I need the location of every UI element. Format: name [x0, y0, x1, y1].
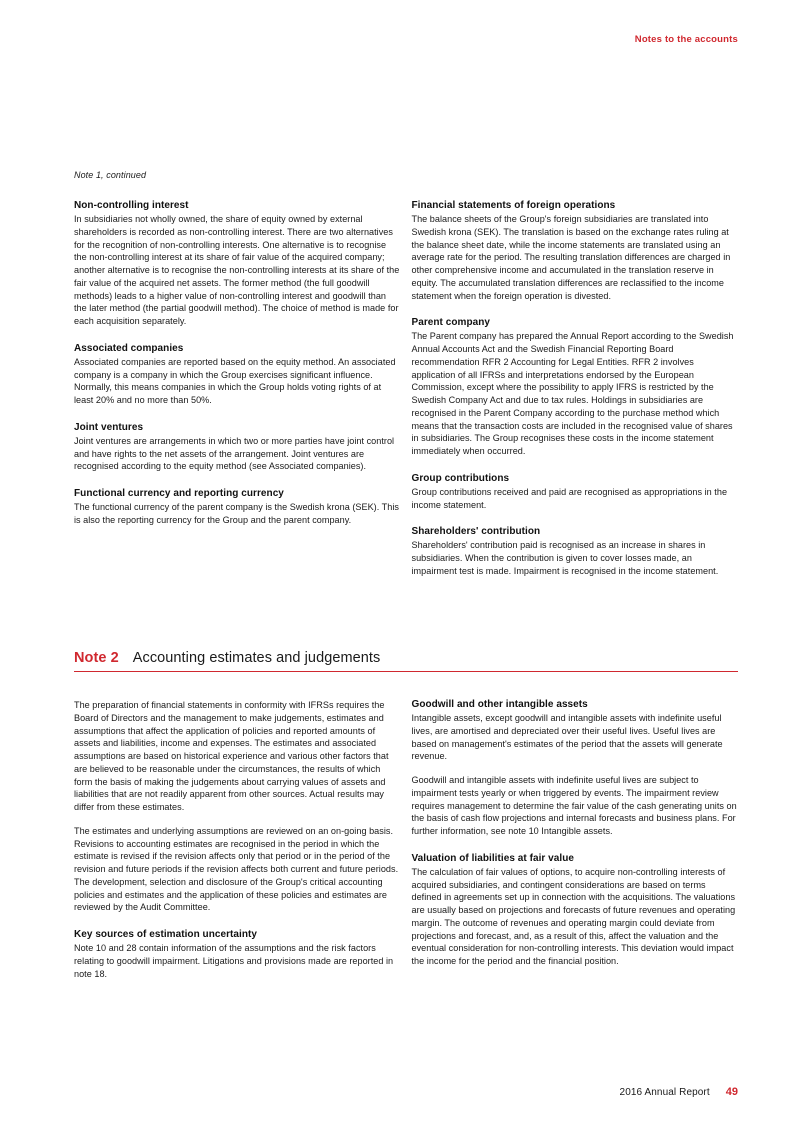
- section-paragraph: Group contributions received and paid are recognised as appropriations in the income statement.: [411, 486, 728, 510]
- content-section: [412, 699, 739, 838]
- content-section: [412, 526, 739, 577]
- note2-body-columns: [74, 699, 738, 980]
- section-heading: Group contributions: [411, 472, 510, 484]
- note1-left-column: [74, 200, 401, 578]
- content-section: [412, 200, 739, 302]
- section-paragraph: Goodwill and intangible assets with indefinite useful lives are subject to impairment tests yearly or when triggered by events. The impairment review requires management to determine the fair value of the cash generating units on the basis of cash flow projections and internal forecasts and business plans. For further information, see note 10 Intangible assets.: [411, 775, 737, 836]
- content-section: [412, 317, 739, 458]
- content-section: [74, 343, 401, 407]
- section-heading: Non-controlling interest: [74, 200, 189, 211]
- section-paragraph: The calculation of fair values of options, to acquire non-controlling interests of acquired subsidiaries, and contingent considerations are based on terms defined in agreements set up in connection with the acquisitions. The valuations are usually based on projections and forecasts of future revenues and operating margin. The outcome of revenues and operating margin could deviate from projections and forecast, and, as a result of this, affect the valuation and the eventual consideration for non-controlling interests. This deviation would impact the income for the period and the financial position.: [411, 866, 736, 966]
- section-heading: Shareholders' contribution: [411, 526, 541, 538]
- section-paragraph: Shareholders' contribution paid is recognised as an increase in shares in subsidiaries. When the contribution is given to cover losses made, an impairment test is made. Impairment is recognised in the income statement.: [411, 540, 719, 576]
- content-section: [74, 929, 401, 980]
- footer-page-number: 49: [725, 1086, 738, 1098]
- note2-title-row: [74, 650, 738, 671]
- section-paragraph: Joint ventures are arrangements in which two or more parties have joint control and have rights to the net assets of the arrangement. Joint ventures are recognised according to the equity method (see Associated companies).: [74, 435, 395, 472]
- section-paragraph: The functional currency of the parent company is the Swedish krona (SEK). This is also the reporting currency for the Group and the parent company.: [74, 502, 399, 525]
- note2-heading-band: [74, 650, 738, 672]
- note2-title: Accounting estimates and judgements: [132, 650, 381, 666]
- section-heading: Associated companies: [74, 342, 184, 354]
- content-section: [74, 422, 401, 473]
- note2-left-column: [74, 699, 401, 980]
- content-section: [412, 473, 739, 512]
- section-heading: Valuation of liabilities at fair value: [411, 852, 575, 864]
- content-section: [74, 200, 401, 328]
- section-paragraph: Intangible assets, except goodwill and intangible assets with indefinite useful lives, are amortised and depreciated over their useful lives. Useful lives are based on management's estimates of the period that the assets will generate revenue.: [411, 713, 723, 762]
- section-heading: Key sources of estimation uncertainty: [74, 929, 258, 940]
- section-heading: Functional currency and reporting currency: [74, 488, 284, 499]
- note2-right-column: [412, 699, 739, 980]
- page-footer: [620, 1086, 738, 1098]
- note1-body-columns: [74, 200, 738, 578]
- content-section: [74, 699, 401, 914]
- running-header: Notes to the accounts: [634, 34, 738, 45]
- section-paragraph: Note 10 and 28 contain information of the assumptions and the risk factors relating to goodwill impairment. Litigations and provisions made are reported in note 18.: [74, 943, 394, 979]
- section-heading: Parent company: [411, 317, 491, 329]
- footer-report-label: 2016 Annual Report: [619, 1087, 710, 1098]
- note1-right-column: [412, 200, 739, 578]
- note2-number: Note 2: [74, 650, 119, 666]
- section-heading: Joint ventures: [74, 421, 144, 433]
- section-paragraph: The Parent company has prepared the Annual Report according to the Swedish Annual Accounts Act and the Swedish Financial Reporting Board recommendation RFR 2 Accounting for Legal Entities. RFR 2 involves application of all IFRSs and interpretations endorsed by the European Commission, except where the possibility to apply IFRS is restricted by the Swedish Company Act and due to tax rules. Holdings in subsidiaries are recognised in the Parent Company according to the purchase method which means that the transaction costs are included in the recognised value of shares in subsidiaries. The Group recognises these costs in the income statement immediately when occurred.: [411, 331, 734, 456]
- section-paragraph: The preparation of financial statements in conformity with IFRSs requires the Board of Directors and the management to make judgements, estimates and assumptions that affect the application of policies and reported amounts of assets and liabilities, income and expenses. The estimates and associated assumptions are based on historical experience and various other factors that are believed to be reasonable under the circumstances, the results of which form the basis of making the judgements about carrying values of assets and liabilities that are not readily apparent from other sources. Actual results may differ from these estimates.: [74, 700, 389, 812]
- content-section: [74, 488, 401, 527]
- note2-divider-rule: [74, 671, 738, 672]
- note-continued-label: Note 1, continued: [74, 170, 147, 180]
- section-paragraph: Associated companies are reported based on the equity method. An associated company is a company in which the Group exercises significant influence. Normally, this means companies in which the Group holds voting rights of at least 20% and no more than 50%.: [74, 356, 396, 405]
- section-heading: Financial statements of foreign operations: [411, 200, 616, 211]
- content-section: [412, 853, 739, 968]
- section-paragraph: The estimates and underlying assumptions are reviewed on an on-going basis. Revisions to accounting estimates are recognised in the period in which the estimate is revised if the revision affects only that period or in the period of the revision and future periods if the revision affects both current and future periods. The development, selection and disclosure of the Group's critical accounting policies and estimates and the application of these policies and estimates are reviewed by the Audit Committee.: [74, 825, 399, 913]
- section-paragraph: In subsidiaries not wholly owned, the share of equity owned by external shareholders is recorded as non-controlling interest. There are two alternatives for the recognition of non-controlling interests. One alternative is to recognise the non-controlling interest at its share of fair value of the acquired company; another alternative is to recognise the non-controlling interests at its share of the fair value of the acquired net assets. The former method (the full goodwill methods) leads to a higher value of non-controlling interest and goodwill than the later method (the partial goodwill method). The choice of method is made for each acquisition separately.: [74, 214, 400, 326]
- section-paragraph: The balance sheets of the Group's foreign subsidiaries are translated into Swedish krona (SEK). The translation is based on the exchange rates ruling at the balance sheet date, while the income statements are translated using an average rate for the period. The resulting translation differences are charged in other comprehensive income and accumulated in the translation reserve in equity. The accumulated translation differences are reclassified to the income statement when the foreign operation is divested.: [411, 214, 731, 301]
- section-heading: Goodwill and other intangible assets: [411, 699, 588, 710]
